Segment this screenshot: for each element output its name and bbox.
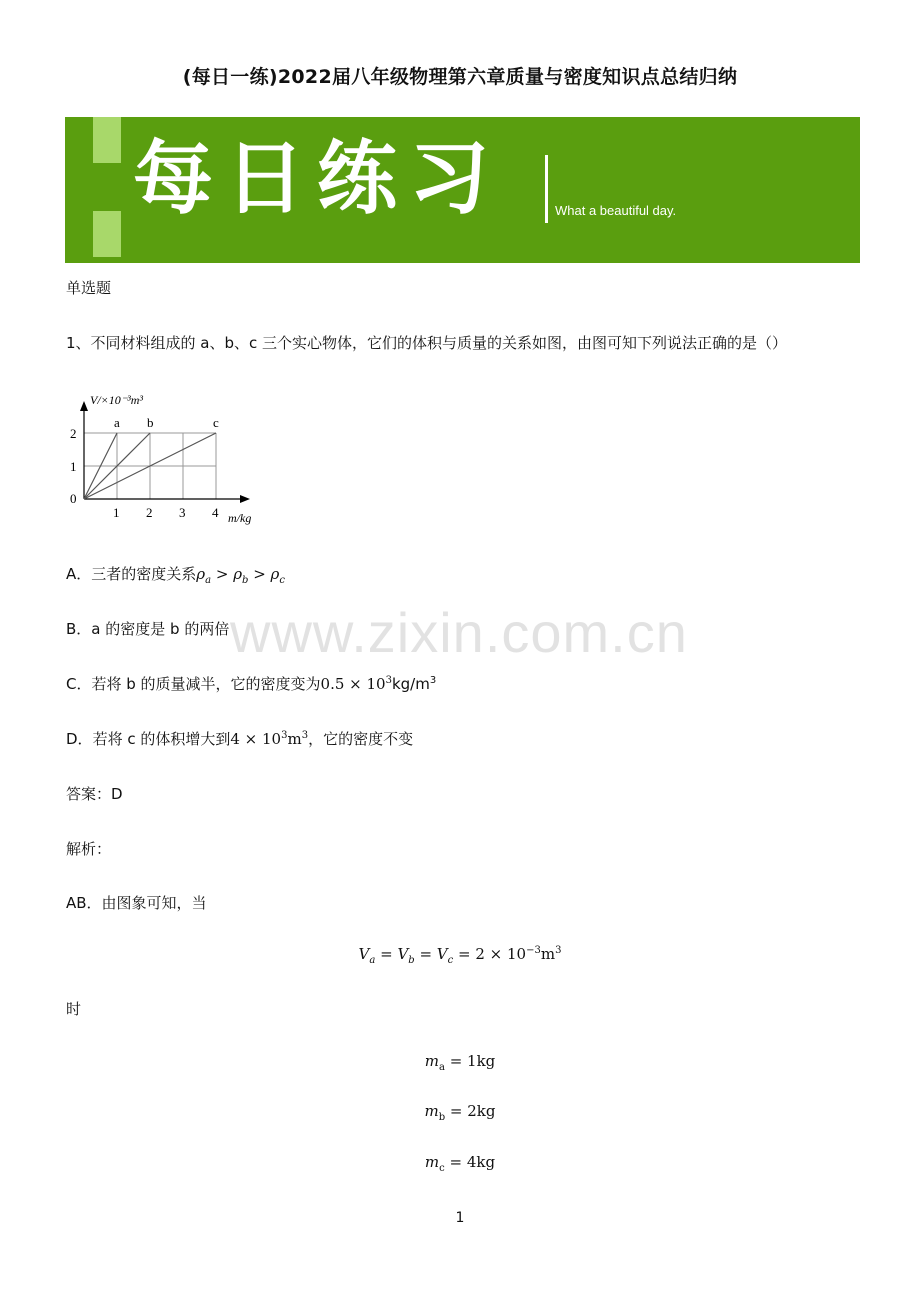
option-d-text: 若将 c 的体积增大到 bbox=[92, 730, 231, 748]
banner-divider bbox=[545, 155, 548, 223]
y-tick-label-2: 2 bbox=[70, 426, 77, 441]
option-b-letter: B． bbox=[66, 620, 92, 638]
x-tick-label-2: 2 bbox=[146, 505, 153, 520]
equation-mass-c: $m_c = 4kg$ bbox=[424, 1153, 496, 1174]
option-a: A．三者的密度关系$\rho_a > \rho_b > \rho_c$ bbox=[66, 565, 285, 586]
series-label-a: a bbox=[114, 415, 120, 430]
x-axis-label: m/kg bbox=[228, 511, 252, 525]
option-b bbox=[66, 618, 229, 639]
x-tick-label-4: 4 bbox=[212, 505, 219, 520]
banner-slogan: What a beautiful day. bbox=[555, 203, 677, 218]
equation-volume: $V_a = V_b = V_c = 2 \times 10^{-3}m^3$ bbox=[358, 945, 562, 966]
banner-accent-square-bottom bbox=[93, 211, 121, 257]
x-axis-arrow bbox=[240, 495, 250, 503]
volume-mass-chart bbox=[66, 384, 276, 529]
analysis-ab: AB．由图象可知，当 bbox=[66, 894, 207, 912]
analysis-label: 解析： bbox=[66, 840, 112, 858]
when-text: 时 bbox=[66, 1000, 82, 1018]
page-title: (每日一练)2022届八年级物理第六章质量与密度知识点总结归纳 bbox=[182, 66, 738, 88]
y-axis-label: V/×10⁻³m³ bbox=[90, 393, 143, 407]
answer: 答案：D bbox=[66, 785, 123, 803]
option-c-text: 若将 b 的质量减半，它的密度变为 bbox=[91, 675, 321, 693]
chart-labels bbox=[70, 393, 251, 525]
series-label-b: b bbox=[147, 415, 154, 430]
watermark: www.zixin.com.cn bbox=[230, 601, 688, 664]
option-d: D．若将 c 的体积增大到$4 \times 10^3m^3$，它的密度不变 bbox=[66, 730, 414, 748]
option-d-letter: D． bbox=[66, 730, 93, 748]
x-tick-label-1: 1 bbox=[113, 505, 120, 520]
series-label-c: c bbox=[213, 415, 219, 430]
origin-label: 0 bbox=[70, 491, 77, 506]
y-axis-arrow bbox=[80, 401, 88, 411]
y-tick-label-1: 1 bbox=[70, 459, 77, 474]
option-a-text: 三者的密度关系 bbox=[91, 565, 197, 583]
option-c-letter: C． bbox=[66, 675, 92, 693]
banner-title: 每日练习 bbox=[133, 132, 501, 225]
banner-accent-square-top bbox=[93, 117, 121, 163]
page-number: 1 bbox=[455, 1210, 465, 1226]
equation-mass-b: $m_b = 2kg$ bbox=[424, 1102, 496, 1123]
x-tick-label-3: 3 bbox=[179, 505, 186, 520]
option-a-letter: A． bbox=[66, 565, 92, 583]
option-c: C．若将 b 的质量减半，它的密度变为$0.5 \times 10^3kg/m^3$ bbox=[66, 675, 437, 693]
daily-practice-banner bbox=[65, 117, 860, 263]
section-label: 单选题 bbox=[66, 279, 112, 297]
equation-mass-a: $m_a = 1kg$ bbox=[424, 1052, 496, 1073]
option-b-text: a 的密度是 b 的两倍 bbox=[91, 620, 230, 638]
question-stem: 1、不同材料组成的 a、b、c 三个实心物体，它们的体积与质量的关系如图，由图可知下列说法正确的是（） bbox=[66, 334, 788, 352]
